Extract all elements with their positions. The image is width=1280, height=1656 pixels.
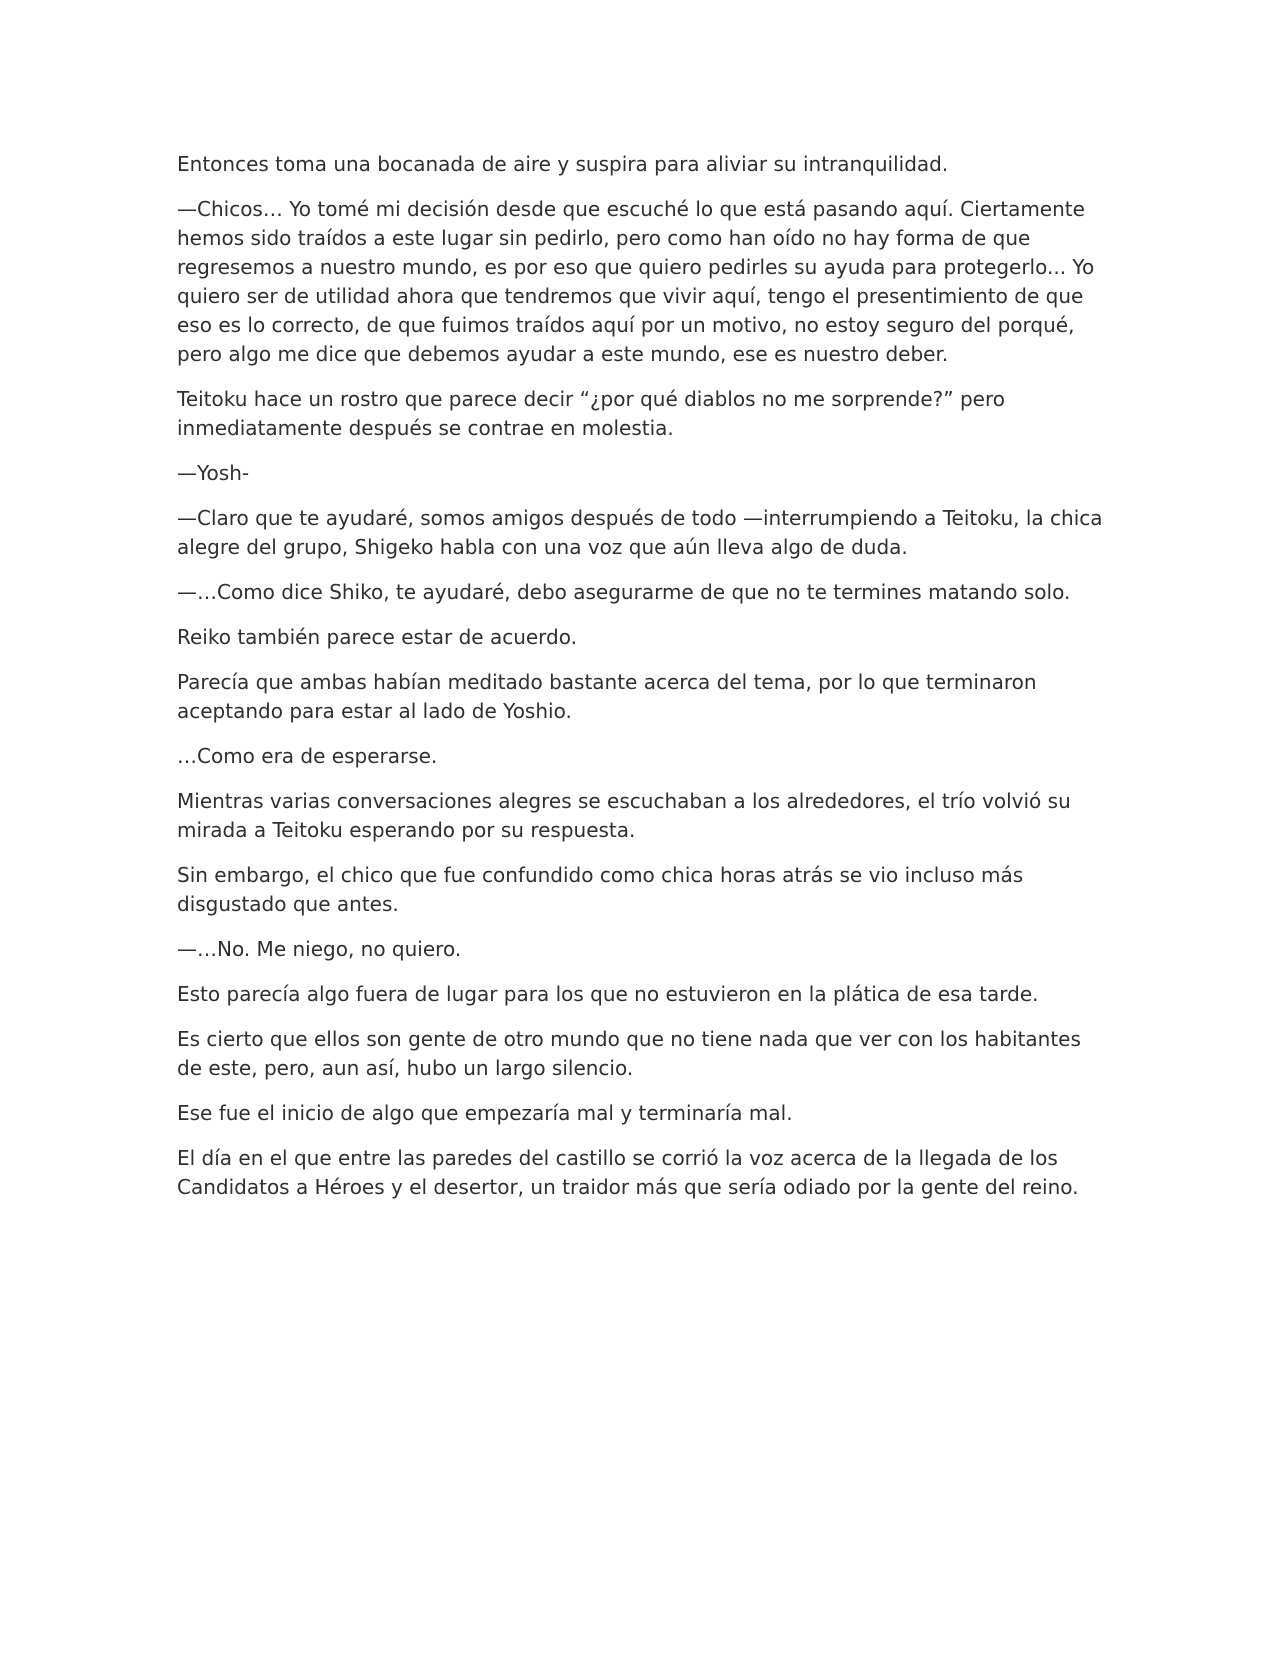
document-body	[177, 150, 1112, 1218]
paragraph: Ese fue el inicio de algo que empezaría mal y terminaría mal.	[177, 1101, 793, 1125]
paragraph: —Claro que te ayudaré, somos amigos después de todo —interrumpiendo a Teitoku, la chica alegre del grupo, Shigeko habla con una voz que aún lleva algo de duda.	[177, 506, 1103, 559]
paragraph: Es cierto que ellos son gente de otro mundo que no tiene nada que ver con los habitantes de este, pero, aun así, hubo un largo silencio.	[177, 1027, 1081, 1080]
paragraph: Parecía que ambas habían meditado bastante acerca del tema, por lo que terminaron aceptando para estar al lado de Yoshio.	[177, 670, 1037, 723]
paragraph: Teitoku hace un rostro que parece decir “¿por qué diablos no me sorprende?” pero inmediatamente después se contrae en molestia.	[177, 387, 1005, 440]
paragraph: El día en el que entre las paredes del castillo se corrió la voz acerca de la llegada de los Candidatos a Héroes y el desertor, un traidor más que sería odiado por la gente del reino.	[177, 1146, 1079, 1199]
paragraph: —Yosh-	[177, 461, 250, 485]
paragraph: Esto parecía algo fuera de lugar para los que no estuvieron en la plática de esa tarde.	[177, 982, 1039, 1006]
paragraph: —…Como dice Shiko, te ayudaré, debo asegurarme de que no te termines matando solo.	[177, 580, 1071, 604]
paragraph: …Como era de esperarse.	[177, 744, 438, 768]
paragraph: —Chicos… Yo tomé mi decisión desde que escuché lo que está pasando aquí. Ciertamente hemos sido traídos a este lugar sin pedirlo, pero como han oído no hay forma de que regresemos a nuestro mundo, es por eso que quiero pedirles su ayuda para protegerlo... Yo quiero ser de utilidad ahora que tendremos que vivir aquí, tengo el presentimiento de que eso es lo correcto, de que fuimos traídos aquí por un motivo, no estoy seguro del porqué, pero algo me dice que debemos ayudar a este mundo, ese es nuestro deber.	[177, 197, 1095, 366]
paragraph: Sin embargo, el chico que fue confundido como chica horas atrás se vio incluso más disgustado que antes.	[177, 863, 1024, 916]
paragraph: —…No. Me niego, no quiero.	[177, 937, 462, 961]
paragraph: Mientras varias conversaciones alegres se escuchaban a los alrededores, el trío volvió su mirada a Teitoku esperando por su respuesta.	[177, 789, 1071, 842]
paragraph: Reiko también parece estar de acuerdo.	[177, 625, 577, 649]
paragraph: Entonces toma una bocanada de aire y suspira para aliviar su intranquilidad.	[177, 152, 949, 176]
